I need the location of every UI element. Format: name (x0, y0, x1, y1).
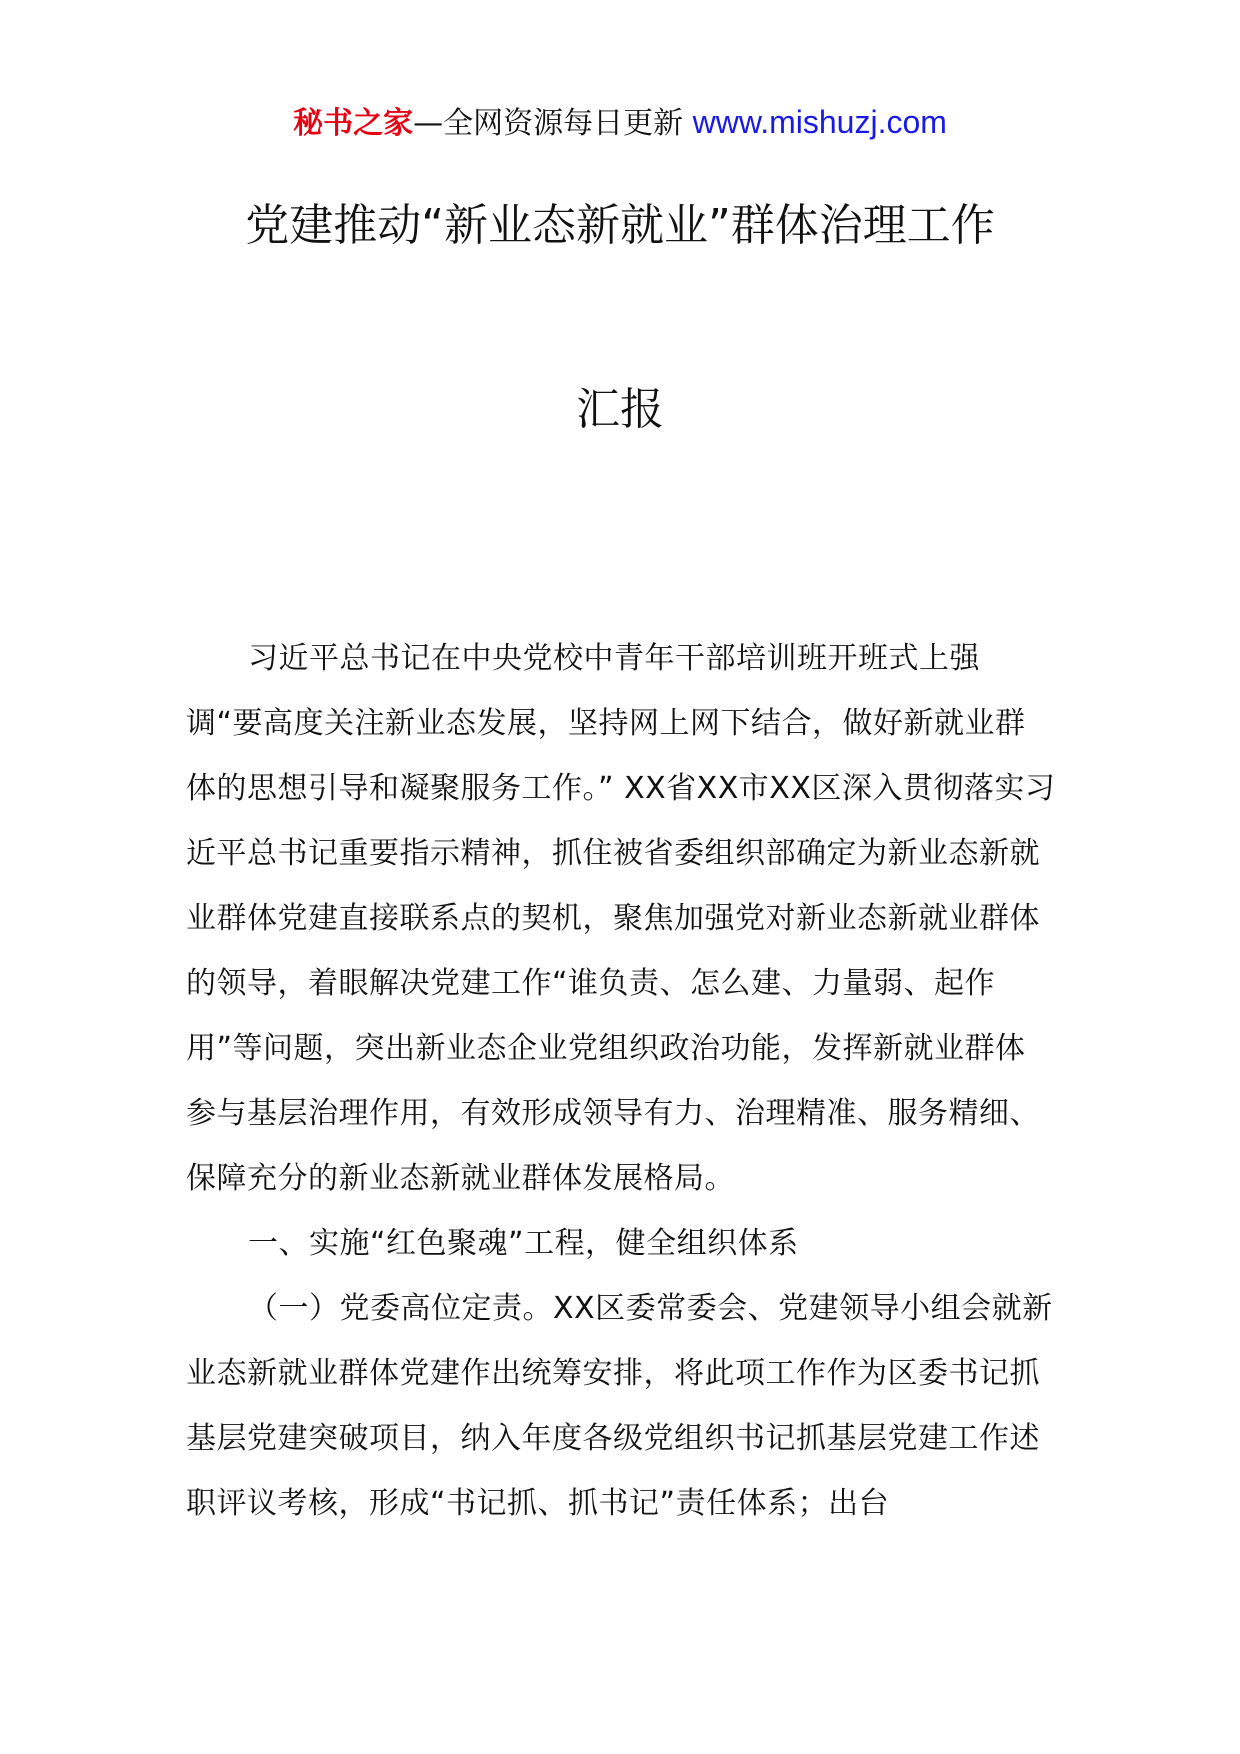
brand-name: 秘书之家 (293, 106, 414, 141)
header-slogan: —全网资源每日更新 (413, 106, 693, 141)
site-header (0, 100, 1240, 146)
intro-paragraph: 习近平总书记在中央党校中青年干部培训班开班式上强调“要高度关注新业态发展，坚持网上网下结合，做好新就业群体的思想引导和凝聚服务工作。” XX省XX市XX区深入贯彻落实习近平总书记重要指示精神，抓住被省委组织部确定为新业态新就业群体党建直接联系点的契机，聚焦加强党对新业态新就业群体的领导，着眼解决党建工作“谁负责、怎么建、力量弱、起作用”等问题，突出新业态企业党组织政治功能，发挥新就业群体参与基层治理作用，有效形成领导有力、治理精准、服务精细、保障充分的新业态新就业群体发展格局。 (186, 641, 1056, 1196)
site-url-link[interactable]: www.mishuzj.com (692, 104, 947, 140)
document-title-line-2: 汇报 (576, 384, 664, 435)
section-heading: 一、实施“红色聚魂”工程，健全组织体系 (248, 1226, 799, 1261)
document-title-line-1: 党建推动“新业态新就业”群体治理工作 (245, 200, 995, 251)
document-body (186, 626, 1056, 1536)
subsection-paragraph: （一）党委高位定责。XX区委常委会、党建领导小组会就新业态新就业群体党建作出统筹安排，将此项工作作为区委书记抓基层党建突破项目，纳入年度各级党组织书记抓基层党建工作述职评议考核，形成“书记抓、抓书记”责任体系；出台 (186, 1291, 1053, 1521)
